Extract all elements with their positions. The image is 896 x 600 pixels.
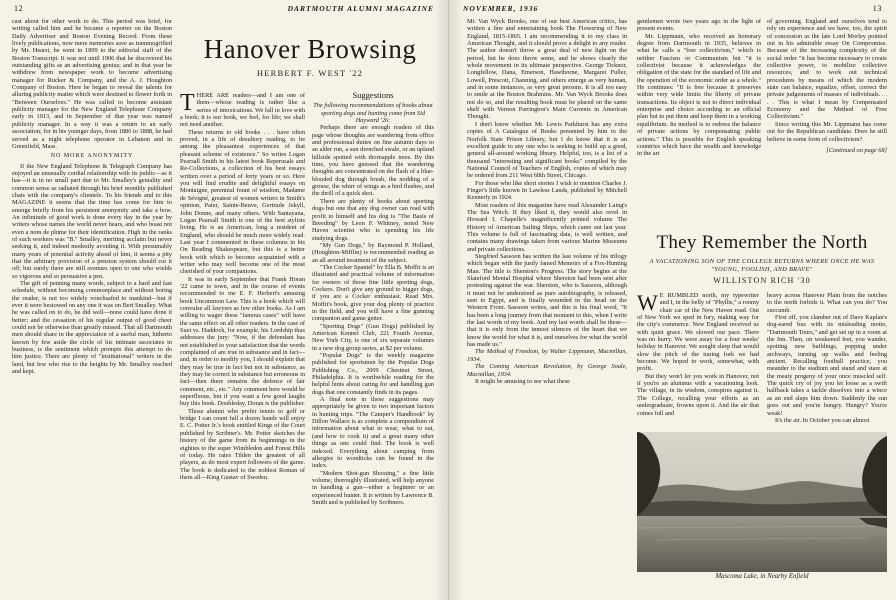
right-page: [448, 0, 896, 600]
opening-paragraph: [637, 292, 759, 373]
paragraph: heavy across Hanover Plain from the notches to the north forbids it. What can you do? You succumb.: [767, 292, 887, 314]
second-article-byline: WILLISTON RICH '30: [713, 276, 811, 285]
right-column-2: [637, 18, 761, 226]
book-citation: The Method of Freedom, by Walter Lippmann, Macmillan, 1934.: [467, 348, 627, 363]
paragraph: "Sporting Dogs" (Gun Dogs) published by American Kennel Club, 221 Fourth Avenue, New York City, is one of six separate volumes in a new dog group series, at $2 per volume.: [312, 322, 434, 352]
paragraph: For those who like short stories I wish to mention Charles J. Finger's little known In Lawless Lands, published by Mitchell Kennerly in 1924.: [467, 179, 627, 202]
suggestions-subhead: Suggestions: [352, 92, 394, 100]
paragraph: I don't know whether Mr. Lewis Parkhurst has any extra copies of A Catalogue of Books presented by him to the Norfolk State Prison Library, but I do know that it is an excellent guide to any one who is seeking to build up a good, general all-around working library. Helpful, too, is a list of a thousand "interesting and significant books" compiled by the National Council of Teachers of English, copies of which may be ordered from 211 West 68th Street, Chicago.: [467, 120, 627, 180]
story-column-left: [637, 292, 759, 430]
magazine-masthead: DARTMOUTH ALUMNI MAGAZINE: [287, 4, 434, 13]
paragraph: gentlemen wrote two years ago in the light of present events.: [637, 18, 761, 33]
second-article-headline-block: [637, 232, 887, 285]
paragraph: of governing. England and ourselves tend to rely on experience and we have, too, the spirit of concession as the late Lord Morley pointed out in his admirable essay On Compromise. Because of the increasing complexity of the social order "it has become necessary to create collective power, to mobilize collective resources, and to work out technical procedures by means of which the modern state can balance, equalize, offset, correct the private judgements of masses of individuals. . . . . This is what I mean by Compensated Economy and the Method of Free Collectivism.": [767, 18, 887, 121]
issue-date: NOVEMBER, 1936: [463, 4, 539, 13]
photo-caption: Mascoma Lake, in Nearby Enfield: [715, 573, 809, 580]
story-column-right: [767, 292, 887, 430]
page-number-12: 12: [14, 4, 24, 13]
drop-cap: T: [180, 92, 195, 116]
paragraph-text: E RUMBLED north, my typewriter and I, in the belly of "Phyllis," a roomy chair car of the New Haven road. Out of New York we sped in fury, making way for the city's commerce. New England received us with quiet grace. We slowed our pace. There was no hurry. We were away for a four weeks' holiday in Hanover. We sought sleep that would slow the pitch of the tuning fork we had become. We hoped to work, somewhat, with profit.: [637, 292, 759, 373]
paragraph: "My Gun Dogs," by Raymond P. Holland, (Houghton-Mifflin) is recommended reading as an all around treatment of the subject.: [312, 241, 434, 264]
paragraph: It was in early September that Frank Horan '22 came to town, and in the course of events recommended to me E. F. Herbert's amusing book Uncommon Law. This is a book which will convulse all lawyers as few other books. As I am willing to wager these "famous cases" will have the same effect on all other readers. In the case of Suet vs. Haddock, for example, his Lordship thus addresses the jury: "Now, if the defendant has not established to your satisfaction that the words complained of are true in substance and in fact—and, in order to modify you, I should explain that they may be true in fact but not in substance, as they may be correct in substance but erroneous in fact—then there remains the defence of fair comment, etc., etc." Any comment here would be superfluous, but if you want a few good laughs buy this book. Doubleday, Doran is the publisher.: [180, 275, 305, 408]
left-column-2: [180, 92, 305, 598]
article-deck: A VACATIONING SON OF THE COLLEGE RETURNS WHERE ONCE HE WAS "YOUNG, FOOLISH, AND BRAVE": [649, 258, 875, 273]
paragraph-text: HERE ARE readers—and I am one of them—whose reading is rather like a series of intoxications. We fall in love with a book; it is our book, we feel, for life; we shall not need another.: [180, 92, 305, 129]
book-citation: The Coming American Revolution, by George Soule, Macmillan, 1934.: [467, 363, 627, 378]
paragraph: These returns to old books . . . have often proved, in a life of desultory reading, to be among the pleasantest experiences of that pleasant scheme of existence." So writes Logan Pearsall Smith in his latest book Reperusals and Re-Collections, a collection of his best essays written over a period of forty years or so. Here you will find erudite and delightful essays on Montaigne, perennial fount of wisdom, Madame de Sévigné, greatest of women writers in Smith's opinion, Pater, Sainte-Beuve, Gertrude Jekyll, John Donne, and many others. With Santayana, Logan Pearsall Smith is one of the best stylists living. He is an American, long a resident of England, who should be much more widely read. Last year I commented in these columns in his On Reading Shakespeare, but this is a better book with which to become acquainted with a writer who may well become one of the most cherished of your companions.: [180, 128, 305, 276]
paragraph: Most readers of this magazine have read Alexander Laing's The Sea Witch. If they liked it, they would also revel in Howard I. Chapelle's magnificently printed volume The History of American Sailing Ships, which came out last year. This volume is full of fascinating data, is well written, and contains many drawings taken from various Marine Museums and private collections.: [467, 201, 627, 253]
paragraph: The following recommendations of books about sporting dogs and hunting come from Sid Hayward '26:: [313, 102, 433, 125]
paragraph: It's the air. In October you can almost: [775, 416, 870, 424]
paragraph: If the New England Telephone & Telegraph Company has enjoyed an unusually cordial relationship with its public—as it has—it is in no small part due to Mr. Smalley's geniality and common sense as radiated through his brief monthly published chats with the company's clientele. To his friends and to this MAGAZINE it seems that the time has come for him to emerge briefly from his persistent anonymity and take a bow. An infinitude of good work is done every day in the year by writers whose names the world never hears, and who boast not even a nom de plume for their identification. High in the ranks of such workers was "B." Smalley, meriting acclaim but never seeking it, and indeed modestly avoiding it. With presumably many years of potential activity ahead of him, it seems a pity that the arbitrary provision of a pension system should cut it off; but surely there are still avenues open to one who wields so vigorous and so persuasive a pen.: [12, 162, 172, 280]
left-column-3: [312, 92, 434, 598]
paragraph: The gift of penning many words, subject to a hard and fast schedule, without becoming commonplace and without boring the reader, is not too widely vouchsafed to mankind—but if ever it were bestowed on any one it was on Bert Smalley. What he was called on to do, he did well—none could have done it better; and the cessation of his regular output of good cheer could not be otherwise than greatly missed. That all Dartmouth men should share in the appreciation of a useful man, hitherto known by few aside the circle of his intimate associates in business, is the sentiment which prompts this attempt to do him justice. There are plenty of "institutional" writers in the land, but few who rise to the heights by Mr. Smalley reached and kept.: [12, 280, 172, 376]
right-column-1: [467, 18, 627, 598]
paragraph: There are plenty of books about sporting dogs but one that any dog owner can read with profit to himself and his dog is "The Basis of Breeding" by Leon F. Whitney, noted New Haven scientist who is spending his life studying dogs.: [312, 197, 434, 242]
page-number-13: 13: [872, 4, 882, 13]
paragraph: A final note in these suggestions may appropriately be given to two important factors in hunting trips. "The Camper's Handbook" by Dillon Wallace is as complete a compendium of information about what to wear, what to eat, (and how to cook it) and a great many other things as one could find. The book is well indexed. Everything about camping from allergies to woodticks can be found in the index.: [312, 396, 434, 470]
paragraph: "The Cocker Spaniel" by Ella B. Moffit is an illustrated and practical volume of information for owners of those fine little sporting dogs, Cockers. Don't give any ground to bigger dogs, if you are a Cocker enthusiast. Read Mrs. Moffit's book, give your dog plenty of practice in the field, and you will have a fine gunning companion and game getter.: [312, 263, 434, 323]
running-header-left: [14, 4, 434, 16]
article-headline-block: [190, 34, 430, 78]
paragraph: First off, you clamber out of Dave Kaplan's dog-eared bus with its misleading motto, "Dartmouth Tours," and get set up in a room at the Inn. Then, on weakened feet, you wander, spotting new buildings, popping under archways, turning up walks and feeling ancient. Recalling football practice, you meander to the stadium and stand and stare at the meaty progeny of your once muscled self. The quick cry of joy you let loose as a swift halfback takes a tackle dissolves into a wince as an end slaps him down. Suddenly the sun goes out and you're hungry. Hungry? You're weak!: [767, 314, 887, 417]
section-subhead: NO MORE ANONYMITY: [50, 153, 134, 160]
right-column-3: [767, 18, 887, 228]
paragraph: Mr. Van Wyck Brooks, one of our best American critics, has written a fine and entertaining book The Flowering of New England, 1815-1865. I am recommending it to my class in American Thought, and it should prove a delight to any reader. The author doesn't throw a great deal of new light on the period, but he does throw some, and he shows clearly the whole movement in its ultimate perspective. George Ticknor, Longfellow, Dana, Emerson, Hawthorne, Margaret Fuller, Lowell, Prescott, Channing, and others emerge as very human, and in some instances, as very great persons. It is all too easy to smile at the Boston Brahmins. Mr. Van Wyck Brooks does not do so, and the resulting book must be placed on the same shelf with Vernon Parrington's Main Currents in American Thought.: [467, 18, 627, 121]
second-article-title: They Remember the North: [656, 232, 868, 253]
running-header-right: [463, 4, 882, 16]
paragraph: Since writing this Mr. Lippmann has come out for the Republican candidate. Does he still believe in some form of collectivism?: [767, 120, 887, 143]
paragraph: cast about for other work to do. This period was brief, for writing called him and he became a reporter on the Boston Daily Advertiser and Boston Evening Record. From these lively publications, now mere memories save as trammogrified by Mr. Hearst, he went in 1899 to the editorial staff of the Boston Transcript. It was not until 1906 that he discovered his outstanding gifts as an advertising genius; and in that year he withdrew from newspaper work to become advertising manager for Rucker & Company, and the A. J. Houghton Company of Boston. Here he began to reveal the talents for alluring publicity matter which were destined to flower forth in "Between Ourselves." He was called to become assistant publicity manager for the New England Telephone Company early in 1913, and in September of that year was named publicity manager. In a way it was a return to an early association; for in his younger days, from 1886 to 1888, he had served as a night telephone operator in Lebanon and in Greenfield, Mass.: [12, 18, 172, 150]
drop-cap: W: [637, 292, 658, 315]
gutter-shadow: [449, 0, 463, 600]
paragraph: Those alumni who prefer tennis to golf or bridge I can count full a dozen hands will enjoy E. C. Potter Jr.'s book entitled Kings of the Court published by Scribner's. Mr. Potter sketches the history of the game from its beginnings in the eighties to the super Wimbledon and Forest Hills of today. He rates Tilden the greatest of all players, as do most expert followers of the game. The book is dedicated to the noblest Roman of them all—King Gustav of Sweden.: [180, 407, 305, 481]
paragraph: Mr. Lippmann, who received an honorary degree from Dartmouth in 1935, believes in what he calls a "free collectivism," which is neither Fascism or Communism but "it is collectivist because it acknowledges the obligation of the state for the standard of life and the operation of the economic order as a whole." He continues: "It is free because it preserves within very wide limits the liberty of private transactions. Its object is not to direct individual enterprise and choice according to an official plan but to put them and keep them in a working equilibrium. Its method is to redress the balance of private actions by compensating public actions." This is possible for English speaking countries which have the wealth and knowledge in the art: [637, 32, 761, 158]
article-title: Hanover Browsing: [203, 34, 417, 64]
photo-image: [637, 432, 887, 572]
left-column-1: [12, 18, 172, 598]
opening-paragraph: [180, 92, 305, 129]
paragraph: But they won't let you work in Hanover, not if you're an alumnus with a vacationing look. The village, in its wisdom, conspires against it. The College, recalling your efforts as an undergraduate, frowns upon it. And the air that comes full and: [637, 372, 759, 417]
paragraph: Siegfried Sassoon has written the last volume of his trilogy which began with the justly famed Memoirs of a Fox-Hunting Man. The title is Sherston's Progress. The story begins at the Slateford Mental Hospital where Sherston had been sent after protesting against the war. Sherston, who is Sassoon, although it must not be understood as pure autobiography, is released, sent to Egypt, and is finally wounded in the head on the Western Front. Sassoon writes, and this is his final word, "It has been a long journey from that moment to this, when I write the last words of my book. And my last words shall be these—that it is only from the inmost silences of the heart that we know the world for what it is, and ourselves for what the world has made us.": [467, 253, 627, 349]
gutter-shadow: [434, 0, 448, 600]
paragraph: It might be amusing to see what these: [475, 377, 570, 385]
article-byline: HERBERT F. WEST '22: [256, 68, 364, 78]
paragraph: "Popular Dogs" is the weekly magazine published for sportsmen by the Popular Dogs Publishing Co., 2009 Chestnut Street, Philadelphia. It is worthwhile reading for the helpful hints about caring for and handling gun dogs that one constantly finds in its pages.: [312, 352, 434, 396]
paragraph: "Modern Shot-gun Shooting," a fine little volume, thoroughly illustrated, will help anyone in handling a gun—either a beginner or an experienced hunter. It is written by Lawrence B. Smith and is published by Scribners.: [312, 469, 434, 506]
continued-note: [Continued on page 68]: [826, 146, 887, 154]
lake-photograph: [637, 432, 887, 582]
paragraph: Perhaps there are enough readers of this page whose thoughts are wandering from office and professional duties on fine autumn days to an alder run, a sun drenched swale, or an upland hillside spotted with thornapple trees. By this time, you have guessed that the wandering thoughts are concentrated on the flash of a blue-blooded dog through brush, the nodding of a grouse, the whirr of wings as a bird flushes, and the thrill of a quick shot.: [312, 124, 434, 198]
